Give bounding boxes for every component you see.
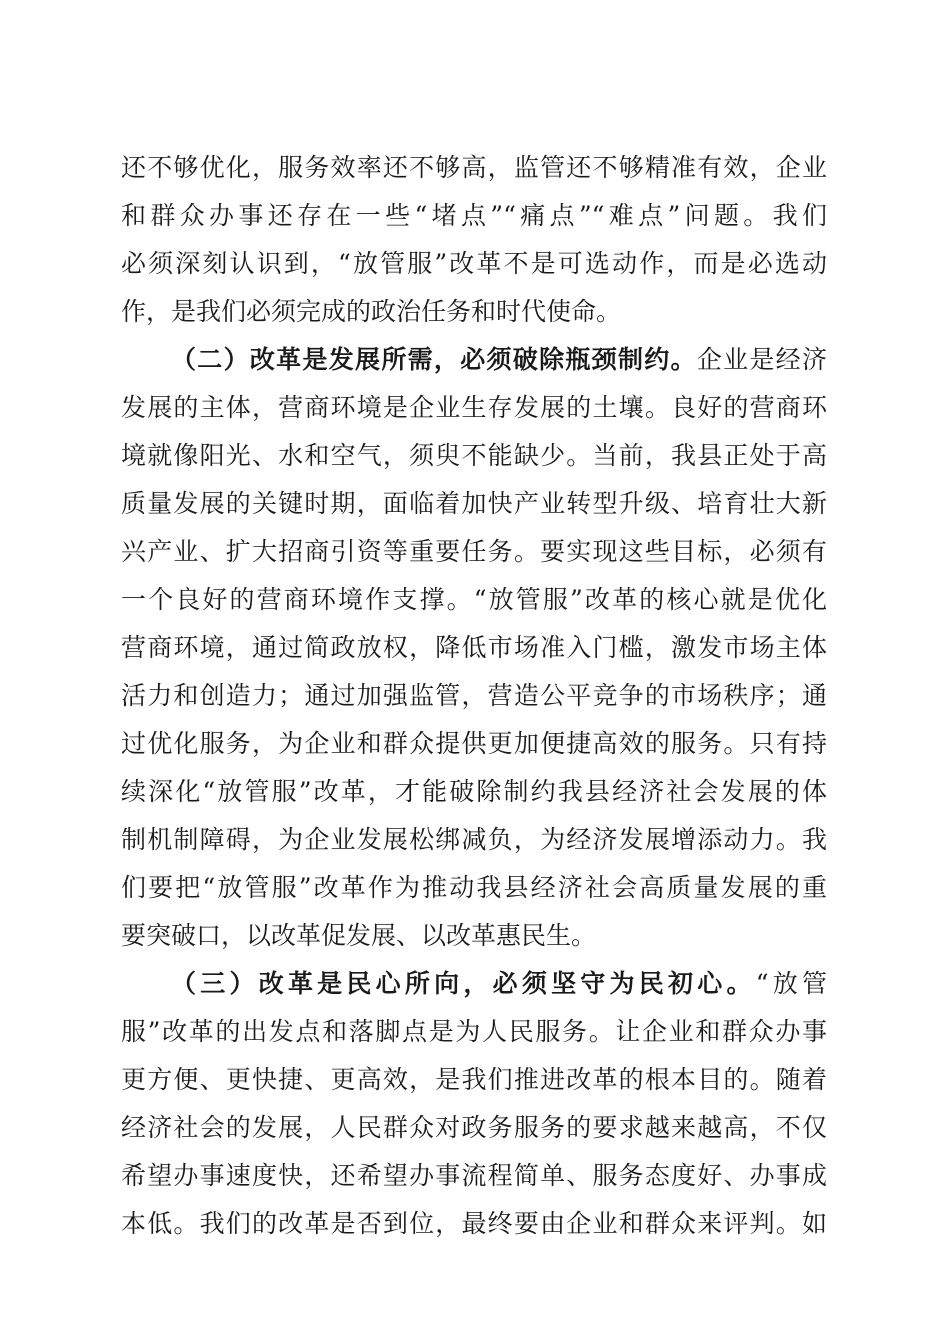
text-line: 本低。我们的改革是否到位，最终要由企业和群众来评判。如 [121, 1209, 827, 1238]
text-line: 续深化“放管服”改革，才能破除制约我县经济社会发展的体 [121, 777, 827, 806]
text-line: 希望办事速度快，还希望办事流程简单、服务态度好、办事成 [121, 1161, 827, 1190]
text-line: 质量发展的关键时期，面临着加快产业转型升级、培育壮大新 [121, 489, 827, 518]
text-line: 发展的主体，营商环境是企业生存发展的土壤。良好的营商环 [121, 393, 827, 422]
text-line: 一个良好的营商环境作支撑。“放管服”改革的核心就是优化 [121, 585, 827, 614]
body-text [121, 144, 827, 1248]
text-line: 还不够优化，服务效率还不够高，监管还不够精准有效，企业 [121, 153, 827, 182]
text-line: 活力和创造力；通过加强监管，营造公平竞争的市场秩序；通 [121, 681, 827, 710]
text-line: 必须深刻认识到，“放管服”改革不是可选动作，而是必选动 [121, 249, 827, 278]
text-line: 兴产业、扩大招商引资等重要任务。要实现这些目标，必须有 [121, 537, 827, 566]
text-line: 作，是我们必须完成的政治任务和时代使命。 [121, 297, 622, 326]
text-line: 服”改革的出发点和落脚点是为人民服务。让企业和群众办事 [121, 1017, 827, 1046]
text-line: 制机制障碍，为企业发展松绑减负，为经济发展增添动力。我 [121, 825, 827, 854]
text-line-first [121, 960, 827, 1008]
paragraph-1 [121, 144, 827, 336]
text-line: 过优化服务，为企业和群众提供更加便捷高效的服务。只有持 [121, 729, 827, 758]
section-heading-3: （三）改革是民心所向，必须坚守为民初心。 [171, 969, 756, 998]
text-line: 们要把“放管服”改革作为推动我县经济社会高质量发展的重 [121, 873, 827, 902]
text-line: 经济社会的发展，人民群众对政务服务的要求越来越高，不仅 [121, 1113, 827, 1142]
text-line-first [121, 336, 827, 384]
text-line: 要突破口，以改革促发展、以改革惠民生。 [121, 921, 597, 950]
text-run: 企业是经济 [696, 345, 827, 374]
paragraph-3 [121, 960, 827, 1248]
text-line: 和群众办事还存在一些“堵点”“痛点”“难点”问题。我们 [121, 201, 827, 230]
text-run: “放管 [755, 969, 827, 998]
text-line: 更方便、更快捷、更高效，是我们推进改革的根本目的。随着 [121, 1065, 827, 1094]
section-heading-2: （二）改革是发展所需，必须破除瓶颈制约。 [171, 345, 697, 374]
paragraph-2 [121, 336, 827, 960]
text-line: 境就像阳光、水和空气，须臾不能缺少。当前，我县正处于高 [121, 441, 827, 470]
text-line: 营商环境，通过简政放权，降低市场准入门槛，激发市场主体 [121, 633, 827, 662]
